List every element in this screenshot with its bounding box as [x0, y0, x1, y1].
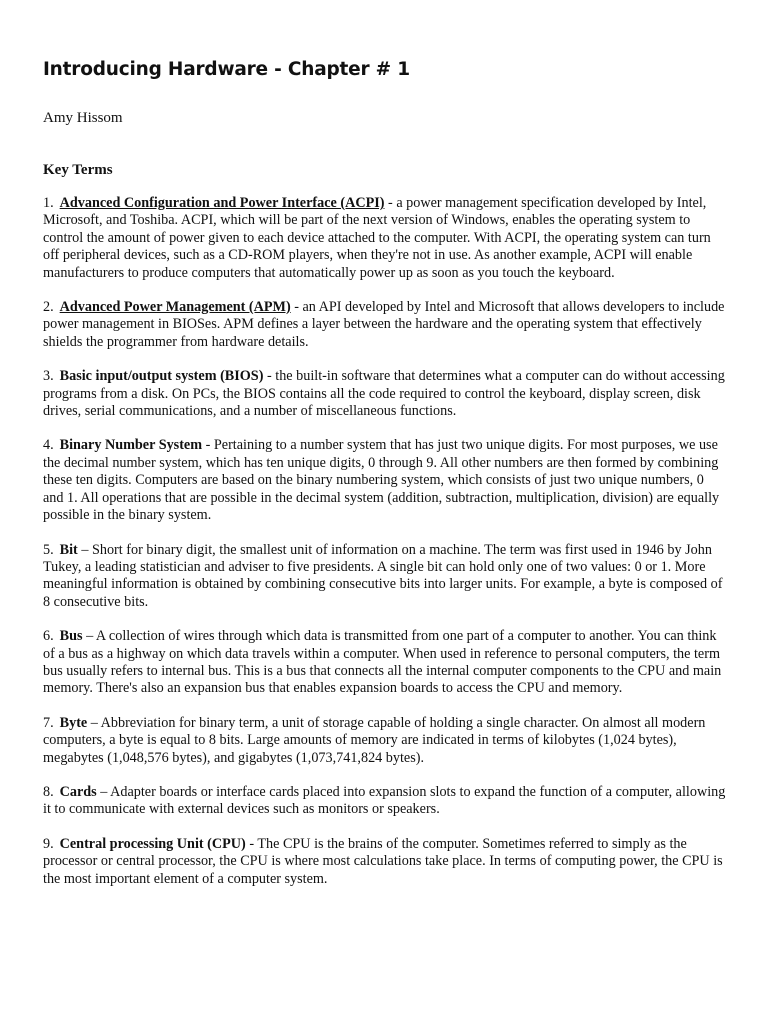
term-name[interactable]: Advanced Configuration and Power Interface (ACPI): [59, 195, 385, 211]
term-name: Cards: [59, 783, 97, 800]
term-number: 7.: [43, 714, 54, 731]
term-item: [43, 715, 727, 767]
term-separator: –: [77, 541, 92, 558]
term-item: [43, 195, 727, 282]
term-separator: -: [263, 368, 276, 385]
term-name: Bit: [59, 541, 78, 558]
term-definition: a power management specification developed by Intel, Microsoft, and Toshiba. ACPI, which will be part of the next version of Windows, enables the operating system to control the amount of power given to each device attached to the computer. With ACPI, the operating system can turn off peripheral devices, such as a CD-ROM players, when they're not in use. As another example, ACPI will enable manufacturers to produce computers that automatically power up as soon as you touch the keyboard.: [43, 195, 711, 281]
term-item: [43, 542, 727, 612]
term-name[interactable]: Advanced Power Management (APM): [59, 299, 291, 316]
term-name: Binary Number System: [59, 437, 203, 454]
term-name: Central processing Unit (CPU): [59, 835, 246, 852]
term-definition: A collection of wires through which data is transmitted from one part of a computer to another. You can think of a bus as a highway on which data travels within a computer. When used in reference to personal computers, the term bus usually refers to internal bus. This is a bus that connects all the internal computer components to the CPU and main memory. There's also an expansion bus that enables expansion boards to access the CPU and memory.: [43, 628, 722, 697]
section-heading: Key Terms: [43, 162, 113, 178]
term-item: [43, 299, 727, 351]
key-terms-list: [43, 195, 727, 905]
term-item: [43, 628, 727, 698]
term-separator: -: [290, 299, 303, 316]
term-definition: Adapter boards or interface cards placed into expansion slots to expand the function of a computer, allowing it to communicate with external devices such as monitors or speakers.: [43, 783, 726, 818]
term-number: 4.: [43, 437, 54, 454]
term-number: 3.: [43, 368, 54, 385]
term-definition: an API developed by Intel and Microsoft that allows developers to include power management in BIOSes. APM defines a layer between the hardware and the operating system that effectively shields the programmer from hardware details.: [43, 299, 725, 350]
term-definition: Short for binary digit, the smallest unit of information on a machine. The term was first used in 1946 by John Tukey, a leading statistician and adviser to five presidents. A single bit can hold only one of two values: 0 or 1. More meaningful information is obtained by combining consecutive bits into larger units. For example, a byte is composed of 8 consecutive bits.: [43, 541, 723, 610]
term-name: Byte: [59, 714, 88, 731]
term-number: 6.: [43, 628, 54, 645]
term-separator: -: [202, 437, 214, 454]
term-number: 2.: [43, 299, 54, 316]
document-title: Introducing Hardware - Chapter # 1: [43, 59, 410, 80]
term-item: [43, 437, 727, 524]
term-separator: -: [384, 195, 397, 211]
term-separator: –: [87, 714, 101, 731]
term-separator: –: [82, 628, 96, 645]
term-item: [43, 836, 727, 888]
term-definition: Abbreviation for binary term, a unit of storage capable of holding a single character. On almost all modern computers, a byte is equal to 8 bits. Large amounts of memory are indicated in terms of kilobytes (1,024 bytes), megabytes (1,048,576 bytes), and gigabytes (1,073,741,824 bytes).: [43, 714, 706, 766]
term-number: 8.: [43, 783, 54, 800]
term-definition: The CPU is the brains of the computer. Sometimes referred to simply as the processor or central processor, the CPU is where most calculations take place. In terms of computing power, the CPU is the most important element of a computer system.: [43, 835, 723, 887]
term-definition: the built-in software that determines what a computer can do without accessing programs from a disk. On PCs, the BIOS contains all the code required to control the keyboard, display screen, disk drives, serial communications, and a number of miscellaneous functions.: [43, 368, 725, 420]
term-number: 1.: [43, 195, 54, 211]
term-number: 9.: [43, 835, 54, 852]
term-definition: Pertaining to a number system that has just two unique digits. For most purposes, we use the decimal number system, which has ten unique digits, 0 through 9. All other numbers are then formed by combining these ten digits. Computers are based on the binary numbering system, which consists of just two unique numbers, 0 and 1. All operations that are possible in the decimal system (addition, subtraction, multiplication, division) are equally possible in the binary system.: [43, 437, 720, 524]
term-number: 5.: [43, 541, 54, 558]
term-name: Basic input/output system (BIOS): [59, 368, 264, 385]
author-name: Amy Hissom: [43, 110, 123, 126]
term-separator: -: [245, 835, 258, 852]
term-item: [43, 368, 727, 420]
term-separator: –: [96, 783, 111, 800]
term-name: Bus: [59, 628, 83, 645]
term-item: [43, 784, 727, 819]
